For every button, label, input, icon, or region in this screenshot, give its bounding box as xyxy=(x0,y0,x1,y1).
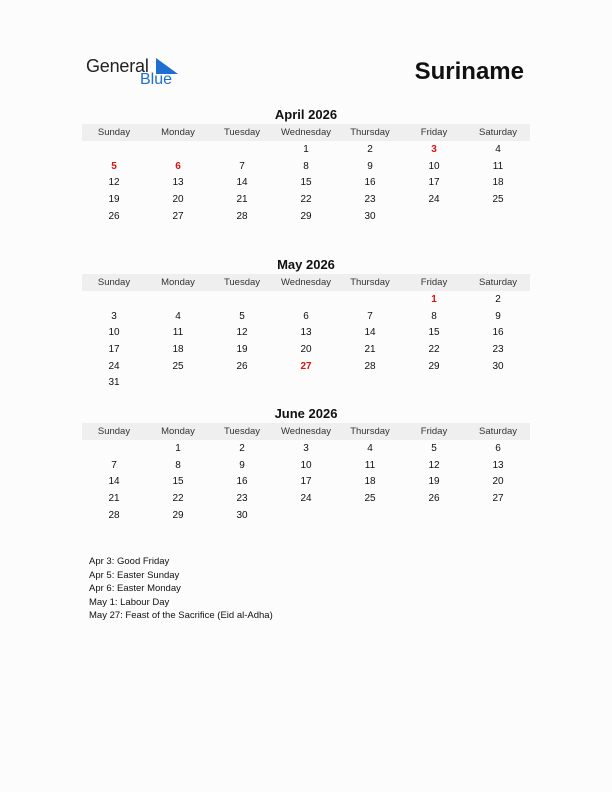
day-cell: 3 xyxy=(303,442,309,454)
weekday-label: Monday xyxy=(161,277,195,288)
day-cell: 1 xyxy=(303,143,309,155)
weekday-label: Tuesday xyxy=(223,127,261,138)
day-cell: 4 xyxy=(367,442,373,454)
day-cell: 25 xyxy=(172,360,184,372)
day-cell: 29 xyxy=(428,360,440,372)
day-cell: 15 xyxy=(428,327,440,339)
day-cell: 20 xyxy=(492,476,504,488)
weekday-label: Monday xyxy=(161,426,195,437)
holiday-note: Apr 5: Easter Sunday xyxy=(89,569,180,581)
day-cell: 14 xyxy=(108,476,120,488)
day-cell: 25 xyxy=(364,492,376,504)
day-cell: 9 xyxy=(367,160,373,172)
week-row xyxy=(82,291,530,308)
day-cell: 12 xyxy=(108,177,120,189)
day-cell: 17 xyxy=(428,177,440,189)
day-cell: 22 xyxy=(300,193,312,205)
week-row xyxy=(82,341,530,358)
day-cell: 16 xyxy=(364,177,376,189)
day-cell: 17 xyxy=(108,343,120,355)
day-cell: 14 xyxy=(364,327,376,339)
day-cell: 7 xyxy=(111,459,117,471)
weekday-label: Monday xyxy=(161,127,195,138)
day-cell: 21 xyxy=(236,193,248,205)
day-cell: 19 xyxy=(428,476,440,488)
day-cell: 1 xyxy=(431,293,437,305)
day-cell: 23 xyxy=(236,492,248,504)
day-cell: 13 xyxy=(172,177,184,189)
week-row xyxy=(82,141,530,158)
day-cell: 26 xyxy=(236,360,248,372)
day-cell: 2 xyxy=(367,143,373,155)
day-cell: 4 xyxy=(495,143,501,155)
month-title: June 2026 xyxy=(274,406,338,421)
weekday-label: Friday xyxy=(420,127,448,138)
day-cell: 27 xyxy=(172,210,184,222)
day-cell: 16 xyxy=(236,476,248,488)
day-cell: 23 xyxy=(492,343,504,355)
day-cell: 31 xyxy=(108,377,120,389)
day-cell: 11 xyxy=(172,327,184,339)
day-cell: 20 xyxy=(172,193,184,205)
day-cell: 27 xyxy=(492,492,504,504)
day-cell: 26 xyxy=(428,492,440,504)
month-block xyxy=(82,256,530,391)
day-cell: 30 xyxy=(492,360,504,372)
holiday-note: May 1: Labour Day xyxy=(89,596,170,608)
day-cell: 9 xyxy=(239,459,245,471)
weekday-label: Thursday xyxy=(350,277,390,288)
day-cell: 6 xyxy=(495,442,501,454)
week-row xyxy=(82,507,530,524)
day-cell: 24 xyxy=(108,360,120,372)
day-cell: 2 xyxy=(495,293,501,305)
weekday-label: Wednesday xyxy=(281,426,331,437)
weekday-label: Saturday xyxy=(478,127,518,138)
day-cell: 16 xyxy=(492,327,504,339)
holiday-note: May 27: Feast of the Sacrifice (Eid al-Adha) xyxy=(89,610,273,622)
month-block xyxy=(82,405,530,523)
month-title: May 2026 xyxy=(277,257,335,272)
day-cell: 10 xyxy=(108,327,120,339)
week-row xyxy=(82,158,530,175)
weekday-label: Saturday xyxy=(478,277,518,288)
day-cell: 14 xyxy=(236,177,248,189)
day-cell: 30 xyxy=(236,509,248,521)
day-cell: 18 xyxy=(492,177,504,189)
day-cell: 9 xyxy=(495,310,501,322)
day-cell: 5 xyxy=(111,160,117,172)
holiday-note: Apr 6: Easter Monday xyxy=(89,583,181,595)
day-cell: 28 xyxy=(108,509,120,521)
day-cell: 19 xyxy=(108,193,120,205)
day-cell: 6 xyxy=(303,310,309,322)
weekday-header-row xyxy=(82,274,530,291)
day-cell: 8 xyxy=(431,310,437,322)
day-cell: 10 xyxy=(300,459,312,471)
day-cell: 29 xyxy=(300,210,312,222)
day-cell: 17 xyxy=(300,476,312,488)
weekday-header-row xyxy=(82,423,530,440)
day-cell: 4 xyxy=(175,310,181,322)
day-cell: 11 xyxy=(492,160,504,172)
week-row xyxy=(82,174,530,191)
day-cell: 18 xyxy=(364,476,376,488)
day-cell: 11 xyxy=(364,459,376,471)
week-row xyxy=(82,440,530,457)
day-cell: 5 xyxy=(431,442,437,454)
holiday-notes xyxy=(89,555,273,623)
day-cell: 20 xyxy=(300,343,312,355)
day-cell: 25 xyxy=(492,193,504,205)
day-cell: 5 xyxy=(239,310,245,322)
day-cell: 22 xyxy=(172,492,184,504)
country-title: Suriname xyxy=(414,58,524,85)
day-cell: 23 xyxy=(364,193,376,205)
week-row xyxy=(82,324,530,341)
generalblue-logo xyxy=(86,56,186,92)
day-cell: 19 xyxy=(236,343,248,355)
day-cell: 27 xyxy=(300,360,312,372)
day-cell: 28 xyxy=(364,360,376,372)
holiday-note: Apr 3: Good Friday xyxy=(89,556,170,567)
day-cell: 12 xyxy=(236,327,248,339)
weekday-label: Friday xyxy=(420,426,448,437)
week-row xyxy=(82,308,530,325)
weekday-label: Sunday xyxy=(97,127,131,138)
weekday-label: Sunday xyxy=(97,277,131,288)
weekday-label: Saturday xyxy=(478,426,518,437)
day-cell: 2 xyxy=(239,442,245,454)
day-cell: 22 xyxy=(428,343,440,355)
day-cell: 8 xyxy=(303,160,309,172)
week-row xyxy=(82,490,530,507)
day-cell: 21 xyxy=(108,492,120,504)
day-cell: 12 xyxy=(428,459,440,471)
logo-text-blue: Blue xyxy=(140,71,173,88)
weekday-header-row xyxy=(82,124,530,141)
day-cell: 26 xyxy=(108,210,120,222)
day-cell: 24 xyxy=(300,492,312,504)
week-row xyxy=(82,358,530,375)
weekday-label: Wednesday xyxy=(281,127,331,138)
weekday-label: Tuesday xyxy=(223,277,261,288)
week-row xyxy=(82,208,530,225)
day-cell: 24 xyxy=(428,193,440,205)
day-cell: 28 xyxy=(236,210,248,222)
day-cell: 15 xyxy=(300,177,312,189)
weekday-label: Thursday xyxy=(350,127,390,138)
day-cell: 18 xyxy=(172,343,184,355)
day-cell: 3 xyxy=(431,143,437,155)
day-cell: 21 xyxy=(364,343,376,355)
day-cell: 6 xyxy=(175,160,181,172)
weekday-label: Wednesday xyxy=(281,277,331,288)
day-cell: 10 xyxy=(428,160,440,172)
weekday-label: Thursday xyxy=(350,426,390,437)
day-cell: 30 xyxy=(364,210,376,222)
day-cell: 7 xyxy=(367,310,373,322)
day-cell: 1 xyxy=(175,442,181,454)
day-cell: 8 xyxy=(175,459,181,471)
day-cell: 15 xyxy=(172,476,184,488)
logo-text-general: General xyxy=(86,56,149,76)
weekday-label: Sunday xyxy=(97,426,131,437)
week-row xyxy=(82,457,530,474)
month-block xyxy=(82,106,530,224)
day-cell: 29 xyxy=(172,509,184,521)
day-cell: 13 xyxy=(492,459,504,471)
week-row xyxy=(82,473,530,490)
day-cell: 3 xyxy=(111,310,117,322)
week-row xyxy=(82,374,530,391)
weekday-label: Friday xyxy=(420,277,448,288)
week-row xyxy=(82,191,530,208)
weekday-label: Tuesday xyxy=(223,426,261,437)
month-title: April 2026 xyxy=(274,107,338,122)
day-cell: 7 xyxy=(239,160,245,172)
day-cell: 13 xyxy=(300,327,312,339)
